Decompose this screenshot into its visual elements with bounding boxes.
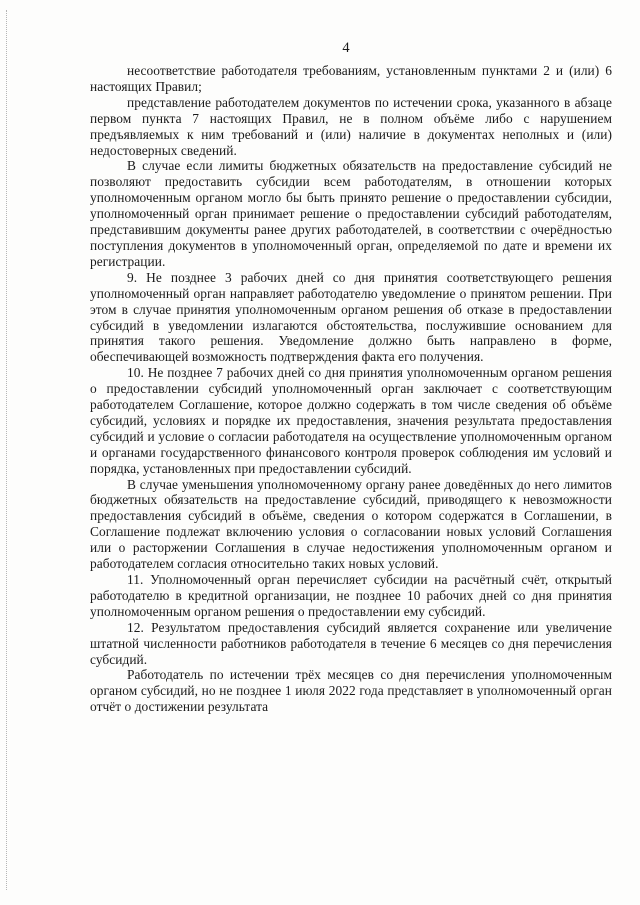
paragraph-7: 12. Результатом предоставления субсидий является сохранение или увеличение штатной численности работников работодателя в течение 6 месяцев со дня перечисления субсидий. xyxy=(90,619,612,667)
paragraph-5: В случае уменьшения уполномоченному органу ранее доведённых до него лимитов бюджетных обязательств на предоставление субсидий, приводящего к невозможности предоставления субсидий в объёме, сведения о котором содержатся в Соглашении, в Соглашение подлежат включению условия о согласовании новых условий Соглашения или о расторжении Соглашения в случае недостижения уполномоченным органом и работодателем согласия относительно таких новых условий. xyxy=(90,476,612,572)
paragraph-3: 9. Не позднее 3 рабочих дней со дня принятия соответствующего решения уполномоченный орган направляет работодателю уведомление о принятом решении. При этом в случае принятия уполномоченным органом решения об отказе в предоставлении субсидий в уведомлении излагаются обстоятельства, послужившие основанием для принятия такого решения. Уведомление должно быть направлено в форме, обеспечивающей возможность подтверждения факта его получения. xyxy=(90,269,612,365)
paragraph-1: представление работодателем документов по истечении срока, указанного в абзаце первом пункта 7 настоящих Правил, не в полном объёме либо с нарушением предъявляемых к ним требований и (или) наличие в документах неполных и (или) недостоверных сведений. xyxy=(90,94,612,158)
paragraph-8: Работодатель по истечении трёх месяцев со дня перечисления уполномоченным органом субсидий, но не позднее 1 июля 2022 года представляет в уполномоченный орган отчёт о достижении результата xyxy=(90,667,612,715)
page-number: 4 xyxy=(342,40,350,56)
binding-edge-mark xyxy=(6,10,8,890)
paragraph-2: В случае если лимиты бюджетных обязательств на предоставление субсидий не позволяют предоставить субсидии всем работодателям, в отношении которых уполномоченным органом могло бы быть принято решение о предоставлении субсидии, уполномоченный орган принимает решение о предоставлении субсидий работодателям, представившим документы ранее других работодателей, в соответствии с очерёдностью поступления документов в уполномоченный орган, определяемой по дате и времени их регистрации. xyxy=(90,158,612,269)
paragraph-4: 10. Не позднее 7 рабочих дней со дня принятия уполномоченным органом решения о предоставлении субсидий уполномоченный орган заключает с соответствующим работодателем Соглашение, которое должно содержать в том числе сведения об объёме субсидий, условиях и порядке их предоставления, значения результата предоставления субсидий и условие о согласии работодателя на осуществление уполномоченным органом и органами государственного финансового контроля проверок соблюдения им условий и порядка, установленных при предоставлении субсидий. xyxy=(90,365,612,476)
paragraph-6: 11. Уполномоченный орган перечисляет субсидии на расчётный счёт, открытый работодателю в кредитной организации, не позднее 10 рабочих дней со дня принятия уполномоченным органом решения о предоставлении ему субсидий. xyxy=(90,572,612,619)
paragraph-0: несоответствие работодателя требованиям, установленным пунктами 2 и (или) 6 настоящих Правил; xyxy=(90,63,612,94)
document-body xyxy=(90,63,612,715)
